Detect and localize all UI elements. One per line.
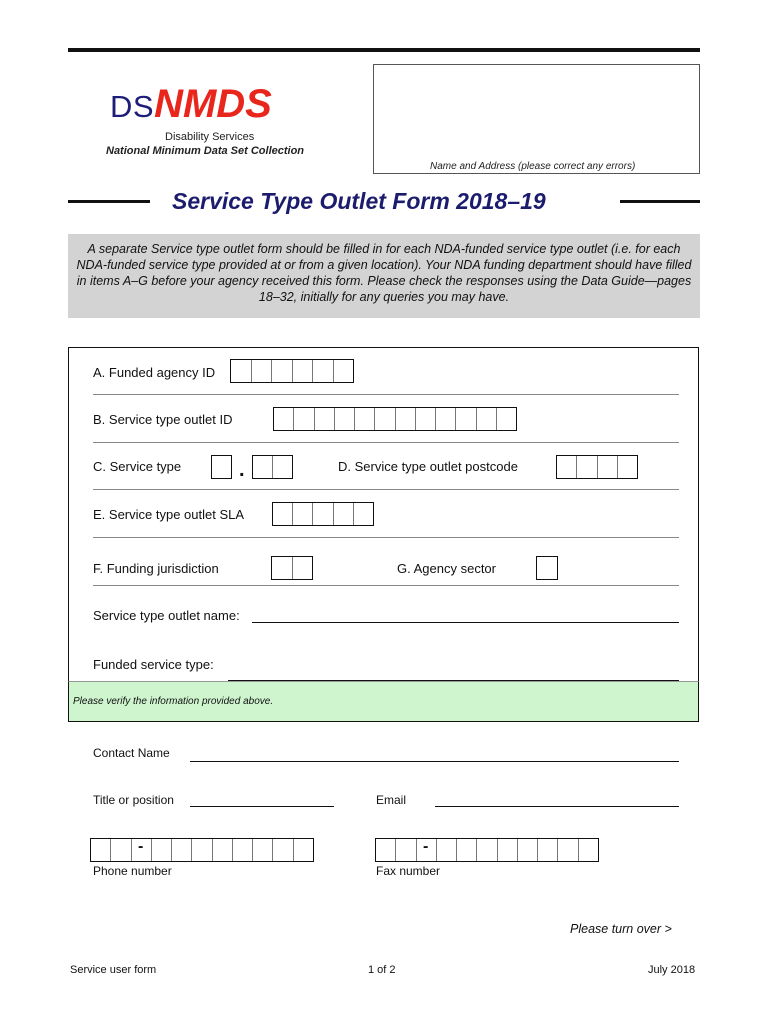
intro-text: A separate Service type outlet form should be filled in for each NDA-funded service type outlet (i.e. for each NDA-funded service type provided at or from a given location). Your NDA funding department should have filled in items A–G before your agency received this form. Please check the responses using the Data Guide—pages 18–32, initially for any queries you may have. <box>68 234 700 318</box>
title-position-label: Title or position <box>93 793 174 807</box>
field-label-e: E. Service type outlet SLA <box>93 507 245 522</box>
fax-number-input[interactable] <box>375 838 599 862</box>
fax-separator: - <box>423 838 429 855</box>
logo-main: NMDS <box>154 82 272 126</box>
funded-agency-id-input[interactable] <box>230 359 354 383</box>
verify-text: Please verify the information provided above. <box>73 696 274 707</box>
title-position-field[interactable] <box>190 806 334 807</box>
sla-input[interactable] <box>272 502 374 526</box>
phone-number-input[interactable] <box>90 838 314 862</box>
fax-number-label: Fax number <box>376 864 441 878</box>
name-address-box[interactable] <box>373 64 700 174</box>
service-type-outlet-id-input[interactable] <box>273 407 517 431</box>
field-label-b: B. Service type outlet ID <box>93 412 233 427</box>
phone-separator: - <box>138 838 144 855</box>
funded-service-type-label: Funded service type: <box>93 657 214 672</box>
contact-name-label: Contact Name <box>93 746 170 760</box>
row-divider <box>93 489 679 490</box>
logo-prefix: DS <box>110 89 155 124</box>
row-divider <box>93 442 679 443</box>
service-type-separator: . <box>239 459 245 481</box>
outlet-name-label: Service type outlet name: <box>93 608 240 623</box>
title-rule-left <box>68 200 150 203</box>
field-label-f: F. Funding jurisdiction <box>93 561 219 576</box>
address-caption: Name and Address (please correct any errors) <box>430 161 636 172</box>
logo-line-2: National Minimum Data Set Collection <box>106 145 305 157</box>
funding-jurisdiction-input[interactable] <box>271 556 313 580</box>
phone-number-label: Phone number <box>93 864 172 878</box>
footer-page-number: 1 of 2 <box>368 964 396 976</box>
agency-sector-input[interactable] <box>536 556 558 580</box>
service-type-input-1[interactable] <box>211 455 232 479</box>
row-divider <box>93 537 679 538</box>
logo-line-1: Disability Services <box>165 131 255 143</box>
top-rule <box>68 48 700 52</box>
footer-date: July 2018 <box>648 964 696 976</box>
row-divider <box>93 585 679 586</box>
form-title: Service Type Outlet Form 2018–19 <box>172 188 546 214</box>
field-label-a: A. Funded agency ID <box>93 365 216 380</box>
field-label-g: G. Agency sector <box>397 561 496 576</box>
email-label: Email <box>376 793 407 807</box>
postcode-input[interactable] <box>556 455 638 479</box>
outlet-name-field[interactable] <box>252 622 679 623</box>
dsnmds-logo <box>110 84 272 124</box>
turn-over-note: Please turn over > <box>570 922 672 936</box>
service-type-input-2[interactable] <box>252 455 293 479</box>
field-label-d: D. Service type outlet postcode <box>338 459 518 474</box>
field-label-c: C. Service type <box>93 459 182 474</box>
email-field[interactable] <box>435 806 679 807</box>
title-rule-right <box>620 200 700 203</box>
row-divider <box>93 394 679 395</box>
contact-name-field[interactable] <box>190 761 679 762</box>
footer-left: Service user form <box>70 964 157 976</box>
